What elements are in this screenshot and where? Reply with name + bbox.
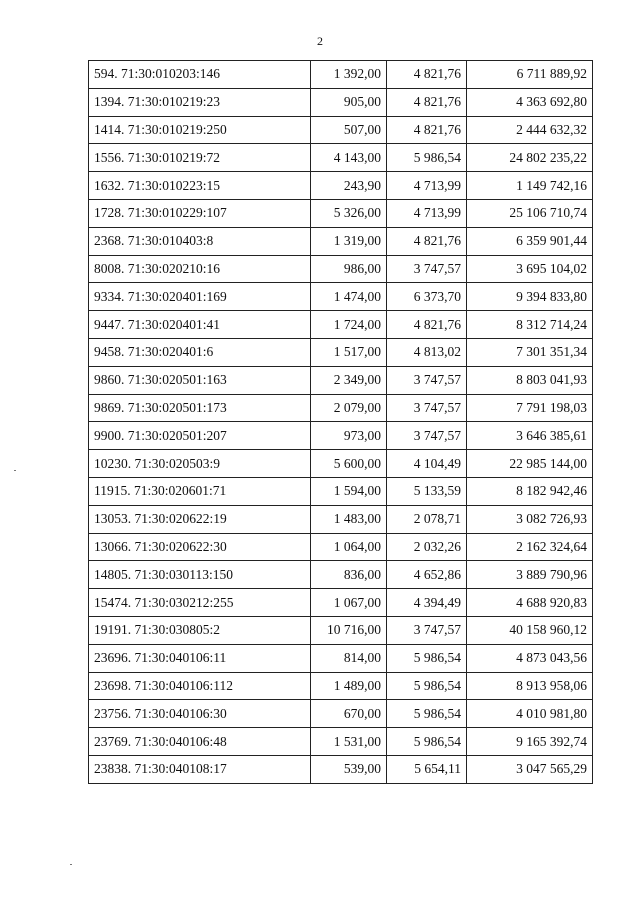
area-cell: 1 489,00	[311, 672, 387, 700]
cadastral-value-cell: 2 444 632,32	[467, 116, 593, 144]
cadastral-number-cell: 13053. 71:30:020622:19	[89, 505, 311, 533]
rate-cell: 4 821,76	[387, 116, 467, 144]
table-row	[89, 311, 593, 339]
table-row	[89, 172, 593, 200]
table-row	[89, 505, 593, 533]
area-cell: 1 064,00	[311, 533, 387, 561]
table-row	[89, 616, 593, 644]
cadastral-value-cell: 8 913 958,06	[467, 672, 593, 700]
table-row	[89, 477, 593, 505]
cadastral-value-cell: 2 162 324,64	[467, 533, 593, 561]
area-cell: 1 517,00	[311, 338, 387, 366]
table-row	[89, 755, 593, 783]
rate-cell: 2 032,26	[387, 533, 467, 561]
rate-cell: 4 821,76	[387, 311, 467, 339]
cadastral-number-cell: 1394. 71:30:010219:23	[89, 88, 311, 116]
rate-cell: 5 986,54	[387, 144, 467, 172]
area-cell: 2 079,00	[311, 394, 387, 422]
cadastral-value-cell: 9 394 833,80	[467, 283, 593, 311]
cadastral-value-cell: 6 711 889,92	[467, 61, 593, 89]
cadastral-number-cell: 1414. 71:30:010219:250	[89, 116, 311, 144]
page-number: 2	[317, 34, 323, 48]
area-cell: 1 474,00	[311, 283, 387, 311]
table-row	[89, 144, 593, 172]
cadastral-number-cell: 9860. 71:30:020501:163	[89, 366, 311, 394]
rate-cell: 5 986,54	[387, 672, 467, 700]
table-row	[89, 700, 593, 728]
cadastral-value-cell: 3 082 726,93	[467, 505, 593, 533]
area-cell: 1 724,00	[311, 311, 387, 339]
cadastral-number-cell: 23696. 71:30:040106:11	[89, 644, 311, 672]
cadastral-number-cell: 9458. 71:30:020401:6	[89, 338, 311, 366]
table-row	[89, 199, 593, 227]
table-body	[89, 61, 593, 784]
cadastral-value-cell: 7 301 351,34	[467, 338, 593, 366]
table-row	[89, 533, 593, 561]
rate-cell: 4 821,76	[387, 61, 467, 89]
cadastral-value-cell: 4 363 692,80	[467, 88, 593, 116]
rate-cell: 3 747,57	[387, 422, 467, 450]
rate-cell: 6 373,70	[387, 283, 467, 311]
cadastral-number-cell: 19191. 71:30:030805:2	[89, 616, 311, 644]
area-cell: 973,00	[311, 422, 387, 450]
cadastral-number-cell: 1632. 71:30:010223:15	[89, 172, 311, 200]
rate-cell: 5 986,54	[387, 728, 467, 756]
table-row	[89, 672, 593, 700]
area-cell: 4 143,00	[311, 144, 387, 172]
rate-cell: 5 986,54	[387, 644, 467, 672]
table-row	[89, 116, 593, 144]
cadastral-number-cell: 1728. 71:30:010229:107	[89, 199, 311, 227]
cadastral-number-cell: 9447. 71:30:020401:41	[89, 311, 311, 339]
cadastral-value-cell: 7 791 198,03	[467, 394, 593, 422]
cadastral-number-cell: 594. 71:30:010203:146	[89, 61, 311, 89]
area-cell: 539,00	[311, 755, 387, 783]
area-cell: 1 392,00	[311, 61, 387, 89]
cadastral-value-cell: 9 165 392,74	[467, 728, 593, 756]
area-cell: 507,00	[311, 116, 387, 144]
cadastral-value-cell: 24 802 235,22	[467, 144, 593, 172]
rate-cell: 4 713,99	[387, 172, 467, 200]
table-row	[89, 227, 593, 255]
rate-cell: 5 986,54	[387, 700, 467, 728]
cadastral-number-cell: 23769. 71:30:040106:48	[89, 728, 311, 756]
cadastral-number-cell: 14805. 71:30:030113:150	[89, 561, 311, 589]
table-row	[89, 255, 593, 283]
rate-cell: 3 747,57	[387, 255, 467, 283]
area-cell: 1 067,00	[311, 589, 387, 617]
area-cell: 1 483,00	[311, 505, 387, 533]
rate-cell: 4 821,76	[387, 227, 467, 255]
cadastral-value-cell: 4 873 043,56	[467, 644, 593, 672]
cadastral-number-cell: 11915. 71:30:020601:71	[89, 477, 311, 505]
area-cell: 1 594,00	[311, 477, 387, 505]
cadastral-value-cell: 6 359 901,44	[467, 227, 593, 255]
cadastral-value-cell: 8 312 714,24	[467, 311, 593, 339]
cadastral-number-cell: 23756. 71:30:040106:30	[89, 700, 311, 728]
table-row	[89, 366, 593, 394]
rate-cell: 3 747,57	[387, 366, 467, 394]
table-row	[89, 644, 593, 672]
table-row	[89, 422, 593, 450]
rate-cell: 4 104,49	[387, 450, 467, 478]
cadastral-value-cell: 8 182 942,46	[467, 477, 593, 505]
area-cell: 986,00	[311, 255, 387, 283]
cadastral-value-cell: 1 149 742,16	[467, 172, 593, 200]
area-cell: 836,00	[311, 561, 387, 589]
table-row	[89, 338, 593, 366]
table-row	[89, 394, 593, 422]
cadastral-value-cell: 3 889 790,96	[467, 561, 593, 589]
cadastral-number-cell: 10230. 71:30:020503:9	[89, 450, 311, 478]
table-row	[89, 88, 593, 116]
cadastral-number-cell: 9900. 71:30:020501:207	[89, 422, 311, 450]
table-row	[89, 61, 593, 89]
cadastral-value-cell: 4 688 920,83	[467, 589, 593, 617]
table-row	[89, 561, 593, 589]
cadastral-value-cell: 25 106 710,74	[467, 199, 593, 227]
rate-cell: 5 133,59	[387, 477, 467, 505]
area-cell: 10 716,00	[311, 616, 387, 644]
area-cell: 814,00	[311, 644, 387, 672]
area-cell: 905,00	[311, 88, 387, 116]
area-cell: 1 319,00	[311, 227, 387, 255]
table-row	[89, 450, 593, 478]
rate-cell: 3 747,57	[387, 394, 467, 422]
scan-speck	[14, 470, 16, 471]
rate-cell: 2 078,71	[387, 505, 467, 533]
table-row	[89, 589, 593, 617]
cadastral-number-cell: 9869. 71:30:020501:173	[89, 394, 311, 422]
cadastral-number-cell: 23698. 71:30:040106:112	[89, 672, 311, 700]
cadastral-number-cell: 15474. 71:30:030212:255	[89, 589, 311, 617]
rate-cell: 4 821,76	[387, 88, 467, 116]
area-cell: 670,00	[311, 700, 387, 728]
cadastral-value-cell: 3 695 104,02	[467, 255, 593, 283]
cadastral-number-cell: 2368. 71:30:010403:8	[89, 227, 311, 255]
cadastral-number-cell: 1556. 71:30:010219:72	[89, 144, 311, 172]
scan-speck	[70, 864, 72, 865]
rate-cell: 4 394,49	[387, 589, 467, 617]
table-row	[89, 283, 593, 311]
cadastral-number-cell: 13066. 71:30:020622:30	[89, 533, 311, 561]
area-cell: 5 600,00	[311, 450, 387, 478]
cadastral-number-cell: 8008. 71:30:020210:16	[89, 255, 311, 283]
area-cell: 243,90	[311, 172, 387, 200]
cadastral-value-cell: 3 047 565,29	[467, 755, 593, 783]
rate-cell: 4 813,02	[387, 338, 467, 366]
cadastral-value-cell: 40 158 960,12	[467, 616, 593, 644]
table-row	[89, 728, 593, 756]
cadastral-number-cell: 9334. 71:30:020401:169	[89, 283, 311, 311]
cadastral-value-cell: 22 985 144,00	[467, 450, 593, 478]
rate-cell: 4 652,86	[387, 561, 467, 589]
cadastral-value-cell: 4 010 981,80	[467, 700, 593, 728]
cadastral-number-cell: 23838. 71:30:040108:17	[89, 755, 311, 783]
rate-cell: 3 747,57	[387, 616, 467, 644]
area-cell: 2 349,00	[311, 366, 387, 394]
rate-cell: 4 713,99	[387, 199, 467, 227]
cadastral-value-table	[88, 60, 593, 784]
cadastral-value-cell: 3 646 385,61	[467, 422, 593, 450]
area-cell: 5 326,00	[311, 199, 387, 227]
cadastral-value-cell: 8 803 041,93	[467, 366, 593, 394]
area-cell: 1 531,00	[311, 728, 387, 756]
rate-cell: 5 654,11	[387, 755, 467, 783]
